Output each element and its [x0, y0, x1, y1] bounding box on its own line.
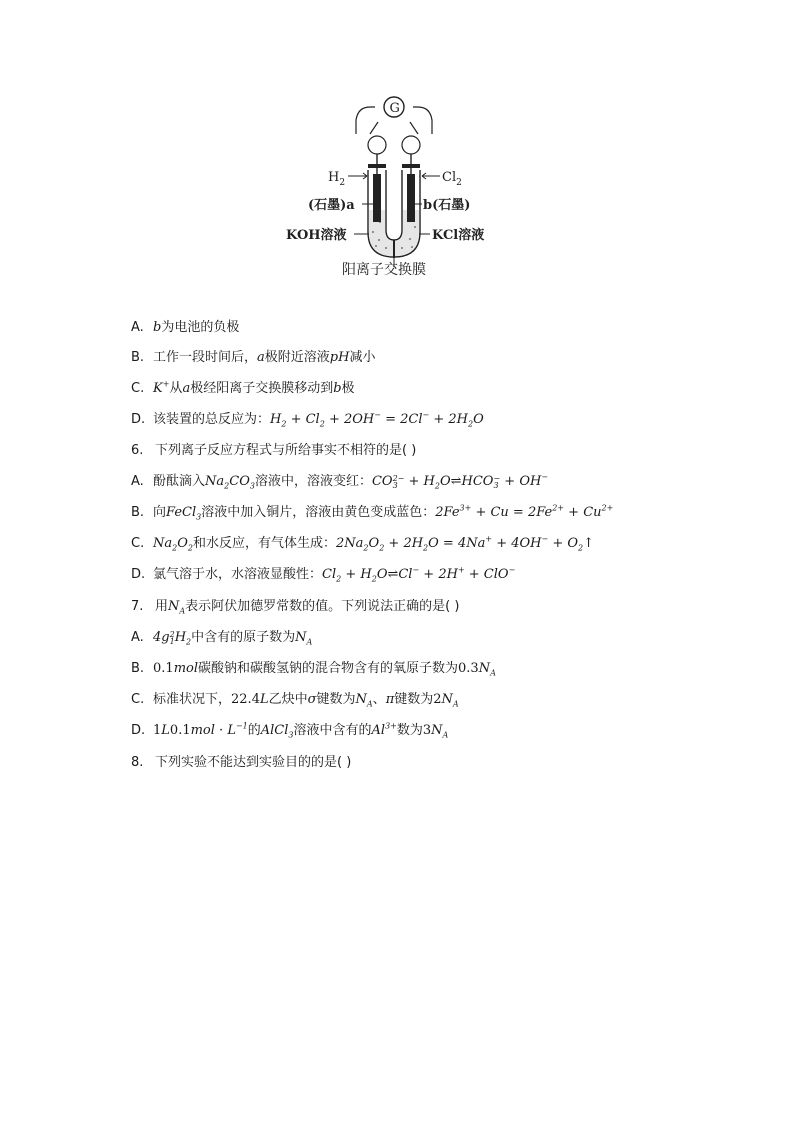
text-fragment: A: [442, 730, 449, 740]
text-fragment: 3: [493, 480, 499, 490]
text-fragment: 2Fe: [435, 505, 460, 520]
equation: [435, 505, 613, 520]
cell-diagram-svg: [270, 92, 510, 287]
option-text: 键数为: [394, 692, 434, 707]
equation: [336, 536, 594, 551]
text-fragment: A: [306, 637, 313, 647]
q6-option-a: [131, 474, 548, 490]
text-fragment: −: [493, 473, 501, 483]
math: [356, 692, 373, 707]
text-fragment: N: [478, 661, 491, 676]
option-text: 工作一段时间后，: [153, 350, 258, 365]
text-fragment: ↑: [583, 536, 595, 551]
math: [153, 630, 191, 645]
text-fragment: + O: [548, 536, 579, 551]
number: 2: [433, 692, 442, 707]
text-fragment: 2: [423, 543, 429, 553]
text-fragment: N: [355, 692, 367, 707]
q6-option-d: [131, 567, 515, 583]
q7-stem: [131, 599, 459, 615]
option-text: 减小: [349, 350, 376, 365]
option-letter: C.: [131, 381, 145, 396]
kcl-label: KCl溶液: [432, 228, 485, 243]
option-letter: D.: [131, 723, 146, 738]
text-fragment: 4g: [153, 630, 170, 645]
text-fragment: N: [168, 599, 180, 614]
option-text: 为电池的负极: [161, 320, 240, 335]
question-text: 表示阿伏加德罗常数的值。下列说法正确的是( ): [185, 599, 460, 614]
math: π: [385, 692, 395, 707]
option-text: 该装置的总反应为：: [153, 412, 271, 427]
number: 0.1: [169, 723, 191, 738]
text-fragment: + 4OH: [492, 536, 542, 551]
math: [168, 599, 185, 614]
option-letter: A.: [131, 630, 144, 645]
option-letter: C.: [131, 692, 145, 707]
text-fragment: A: [366, 699, 373, 709]
membrane-label: 阳离子交换膜: [342, 262, 426, 278]
text-fragment: O = 4Na: [428, 536, 486, 551]
text-fragment: O: [473, 412, 484, 427]
text-fragment: 2Na: [336, 536, 364, 551]
option-text: 数为: [396, 723, 423, 738]
text-fragment: 2: [336, 574, 342, 584]
text-fragment: 2: [363, 543, 369, 553]
q6-option-b: [131, 505, 613, 521]
number: 0.3: [458, 661, 479, 676]
option-letter: A.: [131, 320, 144, 335]
number: 1: [153, 723, 162, 738]
option-text: 极经阳离子交换膜移动到: [190, 381, 334, 396]
koh-label: KOH溶液: [286, 228, 347, 243]
text-fragment: + Cu = 2Fe: [471, 505, 553, 520]
text-fragment: 2: [169, 629, 175, 639]
math: [295, 630, 312, 645]
text-fragment: 3: [288, 730, 294, 740]
cell-diagram: [270, 92, 510, 287]
option-text: 溶液中，溶液变红：: [254, 474, 372, 489]
formula: [166, 505, 201, 520]
text-fragment: −: [541, 534, 549, 544]
text-fragment: Na: [153, 536, 173, 551]
math: mol: [173, 661, 198, 676]
text-fragment: + 2H: [384, 536, 424, 551]
q8-stem: [131, 755, 351, 771]
math: a: [182, 381, 191, 396]
option-letter: D.: [131, 567, 146, 582]
option-text: 溶液中含有的: [293, 723, 372, 738]
option-text: 从: [169, 381, 183, 396]
question-number: 7.: [131, 599, 144, 614]
option-text: 向: [153, 505, 167, 520]
q5-option-c: [131, 381, 355, 397]
text-fragment: CO: [229, 474, 250, 489]
math: b: [333, 381, 342, 396]
option-letter: C.: [131, 536, 145, 551]
q7-option-a: [131, 630, 312, 646]
number: 0.1: [153, 661, 174, 676]
math: pH: [329, 350, 350, 365]
question-text: 下列实验不能达到实验目的的是( ): [155, 755, 352, 770]
text-fragment: O⇌Cl: [376, 567, 413, 582]
option-letter: B.: [131, 505, 145, 520]
q5-option-a: [131, 320, 239, 336]
text-fragment: 2: [339, 178, 346, 188]
option-text: 酚酞滴入: [153, 474, 206, 489]
text-fragment: −: [508, 565, 516, 575]
text-fragment: 2: [371, 574, 377, 584]
option-text: 中含有的原子数为: [191, 630, 296, 645]
text-fragment: AlCl: [260, 723, 289, 738]
electrode-b: [407, 174, 415, 222]
text-fragment: H: [270, 412, 282, 427]
text-fragment: 2+: [601, 503, 614, 513]
text-fragment: 2: [187, 543, 193, 553]
text-fragment: 3: [196, 512, 202, 522]
equation: [270, 412, 484, 427]
question-text: 下列离子反应方程式与所给事实不相符的是( ): [155, 443, 417, 458]
h2-label: [328, 170, 345, 188]
q6-option-c: [131, 536, 594, 552]
text-fragment: + 2H: [429, 412, 468, 427]
q7-option-c: [131, 692, 459, 708]
text-fragment: 2+: [552, 503, 565, 513]
option-text: 和水反应，有气体生成：: [193, 536, 337, 551]
equation: [372, 474, 548, 489]
q5-option-d: [131, 412, 484, 428]
option-text: 键数为: [316, 692, 356, 707]
math: b: [153, 320, 162, 335]
text-fragment: 3: [249, 481, 255, 491]
text-fragment: 2: [186, 637, 192, 647]
text-fragment: 2: [224, 481, 230, 491]
text-fragment: N: [441, 692, 453, 707]
text-fragment: + Cl: [286, 412, 320, 427]
q7-option-b: [131, 661, 496, 677]
math: L: [161, 723, 170, 738]
math: a: [257, 350, 265, 365]
formula: [153, 536, 193, 551]
text-fragment: Cl: [322, 567, 337, 582]
electrode-b-label: b(石墨): [423, 198, 471, 213]
option-text: 、: [372, 692, 386, 707]
option-text: 标准状况下，: [153, 692, 232, 707]
math: +: [162, 379, 170, 389]
text-fragment: −: [422, 410, 430, 420]
text-fragment: + ClO: [464, 567, 509, 582]
number: 3: [422, 723, 432, 738]
text-fragment: 3+: [385, 721, 397, 731]
text-fragment: A: [179, 606, 186, 616]
text-fragment: Al: [371, 723, 386, 738]
text-fragment: N: [295, 630, 307, 645]
text-fragment: A: [490, 668, 496, 678]
math: [442, 692, 459, 707]
text-fragment: + H: [341, 567, 372, 582]
option-text: 的: [247, 723, 261, 738]
text-fragment: −: [374, 410, 381, 420]
text-fragment: FeCl: [166, 505, 197, 520]
text-fragment: O: [177, 536, 188, 551]
text-fragment: −: [541, 472, 549, 482]
text-fragment: 3+: [459, 503, 472, 513]
option-text: 极: [341, 381, 355, 396]
text-fragment: Na: [205, 474, 225, 489]
text-fragment: [393, 475, 405, 489]
text-fragment: −: [412, 565, 420, 575]
text-fragment: 2: [172, 543, 178, 553]
electrode-a: [373, 174, 381, 222]
galvanometer-label: G: [389, 101, 400, 116]
text-fragment: 2: [434, 481, 440, 491]
option-text: 乙炔中: [268, 692, 308, 707]
math: [261, 723, 294, 738]
question-number: 6.: [131, 443, 144, 458]
text-fragment: +: [457, 565, 465, 575]
option-letter: B.: [131, 350, 145, 365]
text-fragment: mol · L: [190, 723, 236, 738]
option-text: 碳酸钠和碳酸氢钠的混合物含有的氧原子数为: [198, 661, 459, 676]
text-fragment: CO: [371, 474, 393, 489]
text-fragment: + OH: [500, 474, 542, 489]
text-fragment: O: [368, 536, 380, 551]
text-fragment: O⇌HCO: [439, 474, 494, 489]
q5-option-b: [131, 350, 375, 366]
math: [479, 661, 496, 676]
text-fragment: 3: [392, 480, 398, 490]
q7-option-d: [131, 723, 448, 739]
math: σ: [307, 692, 317, 707]
q6-stem: [131, 443, 416, 459]
cl2-label: [442, 170, 462, 188]
math: [372, 723, 397, 738]
text-fragment: 2: [578, 543, 584, 553]
text-fragment: 2−: [392, 473, 405, 483]
option-letter: B.: [131, 661, 145, 676]
electrode-a-label: (石墨)a: [308, 198, 355, 213]
formula: [205, 474, 255, 489]
text-fragment: 2: [319, 419, 325, 429]
number: 22.4: [231, 692, 260, 707]
text-fragment: +: [485, 534, 493, 544]
question-text: 用: [155, 599, 169, 614]
text-fragment: + 2OH: [324, 412, 375, 427]
text-fragment: 1: [169, 636, 175, 646]
text-fragment: 2: [467, 419, 474, 429]
option-letter: A.: [131, 474, 144, 489]
option-text: 极附近溶液: [264, 350, 330, 365]
text-fragment: A: [452, 699, 459, 709]
equation: [322, 567, 515, 582]
text-fragment: 2: [456, 178, 462, 188]
math: K: [153, 381, 163, 396]
option-text: 氯气溶于水，水溶液显酸性：: [153, 567, 323, 582]
math: [191, 723, 248, 738]
text-fragment: N: [431, 723, 443, 738]
text-fragment: + 2H: [419, 567, 458, 582]
text-fragment: 2: [379, 543, 385, 553]
math: [431, 723, 448, 738]
question-number: 8.: [131, 755, 144, 770]
math: L: [259, 692, 269, 707]
text-fragment: Cl: [442, 170, 457, 185]
text-fragment: 2: [281, 419, 287, 429]
text-fragment: H: [328, 170, 340, 185]
text-fragment: + Cu: [564, 505, 602, 520]
text-fragment: −1: [235, 721, 248, 731]
text-fragment: = 2Cl: [380, 412, 423, 427]
text-fragment: H: [174, 630, 187, 645]
option-text: 溶液中加入铜片，溶液由黄色变成蓝色：: [201, 505, 436, 520]
option-letter: D.: [131, 412, 146, 427]
text-fragment: + H: [404, 474, 435, 489]
